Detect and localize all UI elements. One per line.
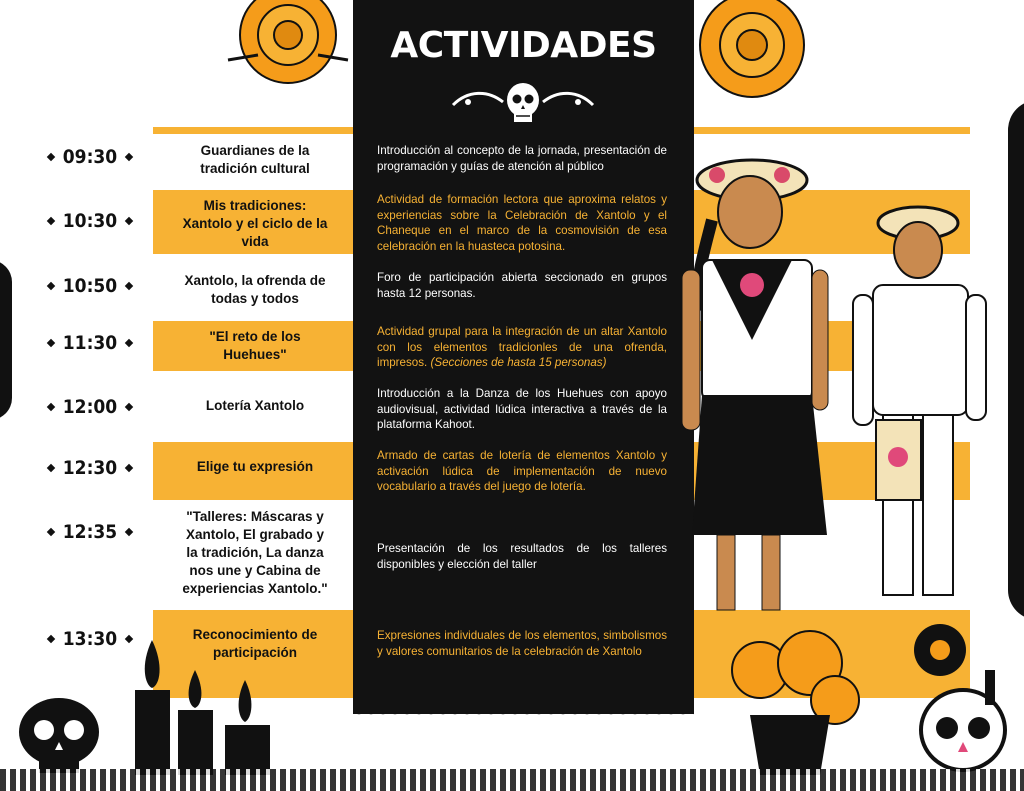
activity-title: Xantolo, la ofrenda de todas y todos xyxy=(184,273,326,306)
activity-description: Expresiones individuales de los elementos, simbolismos y valores comunitarios de la celebración de Xantolo xyxy=(377,629,667,658)
bullet-icon xyxy=(125,403,133,411)
time-1330: 13:30 xyxy=(48,628,132,650)
bullet-icon xyxy=(125,282,133,290)
activity-title: Guardianes de la tradición cultural xyxy=(200,143,310,176)
activity-description: Foro de participación abierta seccionado en grupos hasta 12 personas. xyxy=(377,271,667,300)
skull-ornament-icon xyxy=(448,80,598,124)
skull-left-decoration xyxy=(14,696,104,776)
activity-description: Actividad de formación lectora que aproxima relatos y experiencias sobre la Celebración de Xantolo y el Chaneque en el marco de la cosmovisión de esa celebración en la huasteca potosina. xyxy=(377,193,667,253)
bullet-icon xyxy=(125,153,133,161)
activity-title: Lotería Xantolo xyxy=(205,398,305,413)
skull-right-decoration xyxy=(915,670,1010,780)
bullet-icon xyxy=(125,528,133,536)
activity-title: Mis tradiciones: Xantolo y el ciclo de la vida xyxy=(182,198,328,249)
activity-description: Presentación de los resultados de los talleres disponibles y elección del taller xyxy=(377,542,667,571)
time-1200: 12:00 xyxy=(48,396,132,418)
activity-description: Introducción a la Danza de los Huehues con apoyo audiovisual, actividad lúdica interactiva a través de la plataforma Kahoot. xyxy=(377,387,667,431)
time-1235: 12:35 xyxy=(48,521,132,543)
marigold-right-decoration xyxy=(690,0,830,120)
flower-pot-decoration xyxy=(715,625,865,775)
bullet-icon xyxy=(125,217,133,225)
time-0930: 09:30 xyxy=(48,146,132,168)
time-1030: 10:30 xyxy=(48,210,132,232)
activity-description-text: Actividad grupal para la integración de un altar Xantolo con los elementos tradicionles de una ofrenda, impresos. xyxy=(377,325,667,369)
activity-description xyxy=(377,324,667,371)
time-1230: 12:30 xyxy=(48,457,132,479)
papel-picado-border xyxy=(0,769,1024,791)
girl-illustration xyxy=(672,150,832,630)
activity-title: Elige tu expresión xyxy=(196,459,314,474)
time-1130: 11:30 xyxy=(48,332,132,354)
boy-illustration xyxy=(848,195,998,615)
activity-note: (Secciones de hasta 15 personas) xyxy=(430,356,607,369)
marigold-left-decoration xyxy=(218,0,358,100)
time-1050: 10:50 xyxy=(48,275,132,297)
activity-description: Armado de cartas de lotería de elementos Xantolo y activación lúdica de implementación de nuevo vocabulario a través del juego de lotería. xyxy=(377,449,667,493)
activity-description: Introducción al concepto de la jornada, presentación de programación y guías de atención al público xyxy=(377,144,667,173)
bullet-icon xyxy=(125,339,133,347)
activity-title: "El reto de los Huehues" xyxy=(209,329,301,362)
candles-decoration xyxy=(130,630,280,775)
activity-title: "Talleres: Máscaras y Xantolo, El grabado y la tradición, La danza nos une y Cabina de experiencias Xantolo." xyxy=(182,509,328,596)
right-edge-shape xyxy=(1008,100,1024,620)
bullet-icon xyxy=(125,464,133,472)
left-edge-shape xyxy=(0,260,12,420)
page-title: ACTIVIDADES xyxy=(390,25,657,66)
activity-title: Reconocimiento de participación xyxy=(192,627,318,660)
